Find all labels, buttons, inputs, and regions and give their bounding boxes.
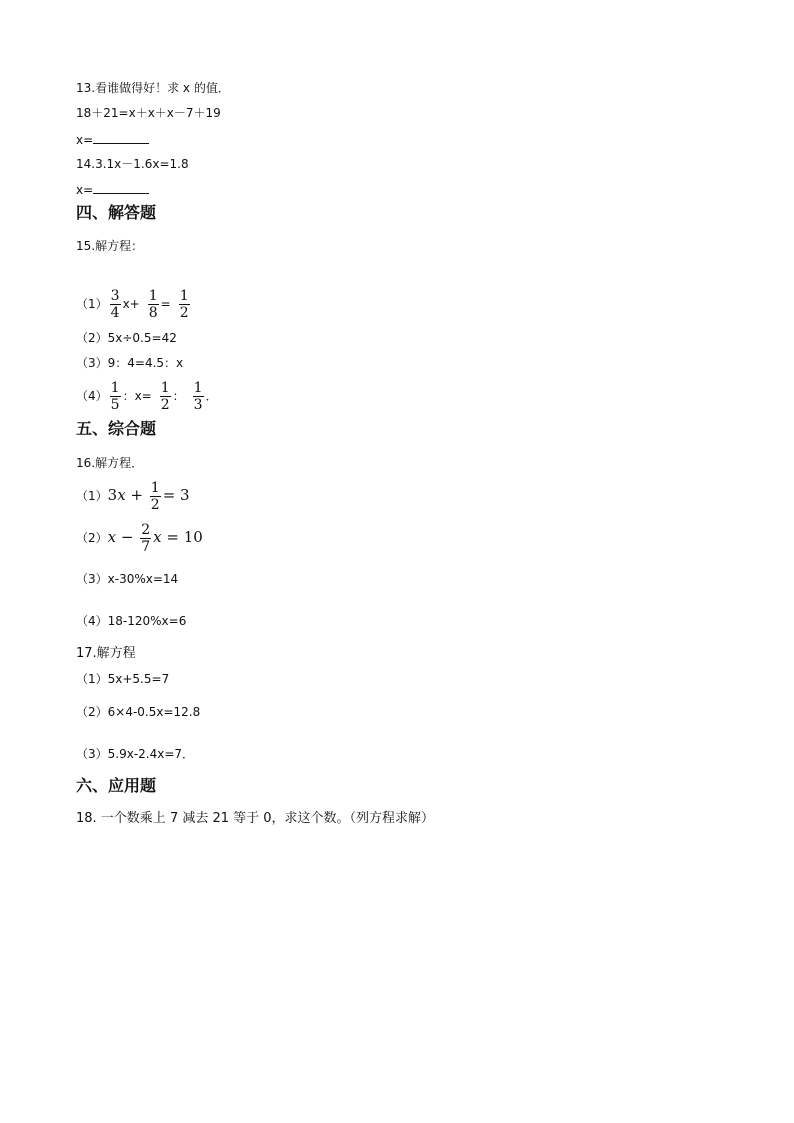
q17-part3: （3）5.9x-2.4x=7． bbox=[76, 747, 195, 761]
fraction: $\frac{1}{5}$ bbox=[110, 380, 120, 413]
section5-heading: 五、综合题 bbox=[76, 419, 157, 438]
section6-heading: 六、应用题 bbox=[76, 776, 157, 795]
q14-answer bbox=[76, 181, 149, 198]
q15-part4-end: ． bbox=[205, 389, 218, 403]
q13-answer-label: x= bbox=[76, 133, 94, 147]
q16-part2-label: （2） bbox=[76, 531, 108, 545]
q15-part3: （3）9：4=4.5：x bbox=[76, 356, 184, 370]
q16-part1-label: （1） bbox=[76, 489, 108, 503]
q16-part2-math: x − bbox=[107, 528, 134, 546]
q17-title: 17.解方程 bbox=[76, 646, 136, 661]
fraction: $\frac{2}{7}$ bbox=[141, 522, 151, 555]
fraction: $\frac{1}{2}$ bbox=[160, 380, 170, 413]
q16-title: 16.解方程． bbox=[76, 456, 144, 470]
q15-title: 15.解方程： bbox=[76, 239, 144, 253]
q16-part1-math: 3x + bbox=[107, 486, 144, 504]
q14-answer-blank[interactable] bbox=[93, 181, 149, 194]
q16-part2-rhs: = 10 bbox=[166, 528, 203, 546]
q16-part4: （4）18-120%x=6 bbox=[76, 614, 187, 628]
q15-part4-text: ：x= bbox=[122, 389, 152, 403]
q13-answer-blank[interactable] bbox=[93, 131, 149, 144]
q14-answer-label: x= bbox=[76, 183, 94, 197]
q14-equation: 14.3.1x－1.6x=1.8 bbox=[76, 157, 189, 171]
q15-part2: （2）5x÷0.5=42 bbox=[76, 331, 177, 345]
section4-heading: 四、解答题 bbox=[76, 203, 157, 222]
q15-part1-equals: = bbox=[160, 297, 171, 311]
q15-part1 bbox=[76, 288, 192, 320]
q13-answer bbox=[76, 131, 149, 148]
q16-part3: （3）x-30%x=14 bbox=[76, 572, 179, 586]
q16-part2-var: x bbox=[153, 528, 162, 546]
q18-text: 18. 一个数乘上 7 减去 21 等于 0，求这个数。（列方程求解） bbox=[76, 811, 435, 826]
q16-part1-rhs: = 3 bbox=[162, 486, 190, 504]
q16-part1 bbox=[76, 479, 190, 512]
q15-part1-text: x+ bbox=[122, 297, 140, 311]
q15-part4-label: （4） bbox=[76, 389, 108, 403]
q17-part1: （1）5x+5.5=7 bbox=[76, 672, 170, 686]
q13-title: 13.看谁做得好！求 x 的值． bbox=[76, 81, 230, 95]
q17-part2: （2）6×4-0.5x=12.8 bbox=[76, 705, 201, 719]
fraction: $\frac{1}{2}$ bbox=[150, 480, 160, 513]
fraction: $\frac{1}{2}$ bbox=[179, 288, 189, 321]
q15-part4 bbox=[76, 380, 218, 412]
fraction: $\frac{3}{4}$ bbox=[110, 288, 120, 321]
q15-part4-ratio: ： bbox=[172, 389, 185, 403]
fraction: $\frac{1}{3}$ bbox=[193, 380, 203, 413]
fraction: $\frac{1}{8}$ bbox=[148, 288, 158, 321]
q16-part2 bbox=[76, 521, 203, 554]
q13-equation: 18＋21=x＋x＋x－7＋19 bbox=[76, 106, 221, 120]
q15-part1-label: （1） bbox=[76, 297, 108, 311]
